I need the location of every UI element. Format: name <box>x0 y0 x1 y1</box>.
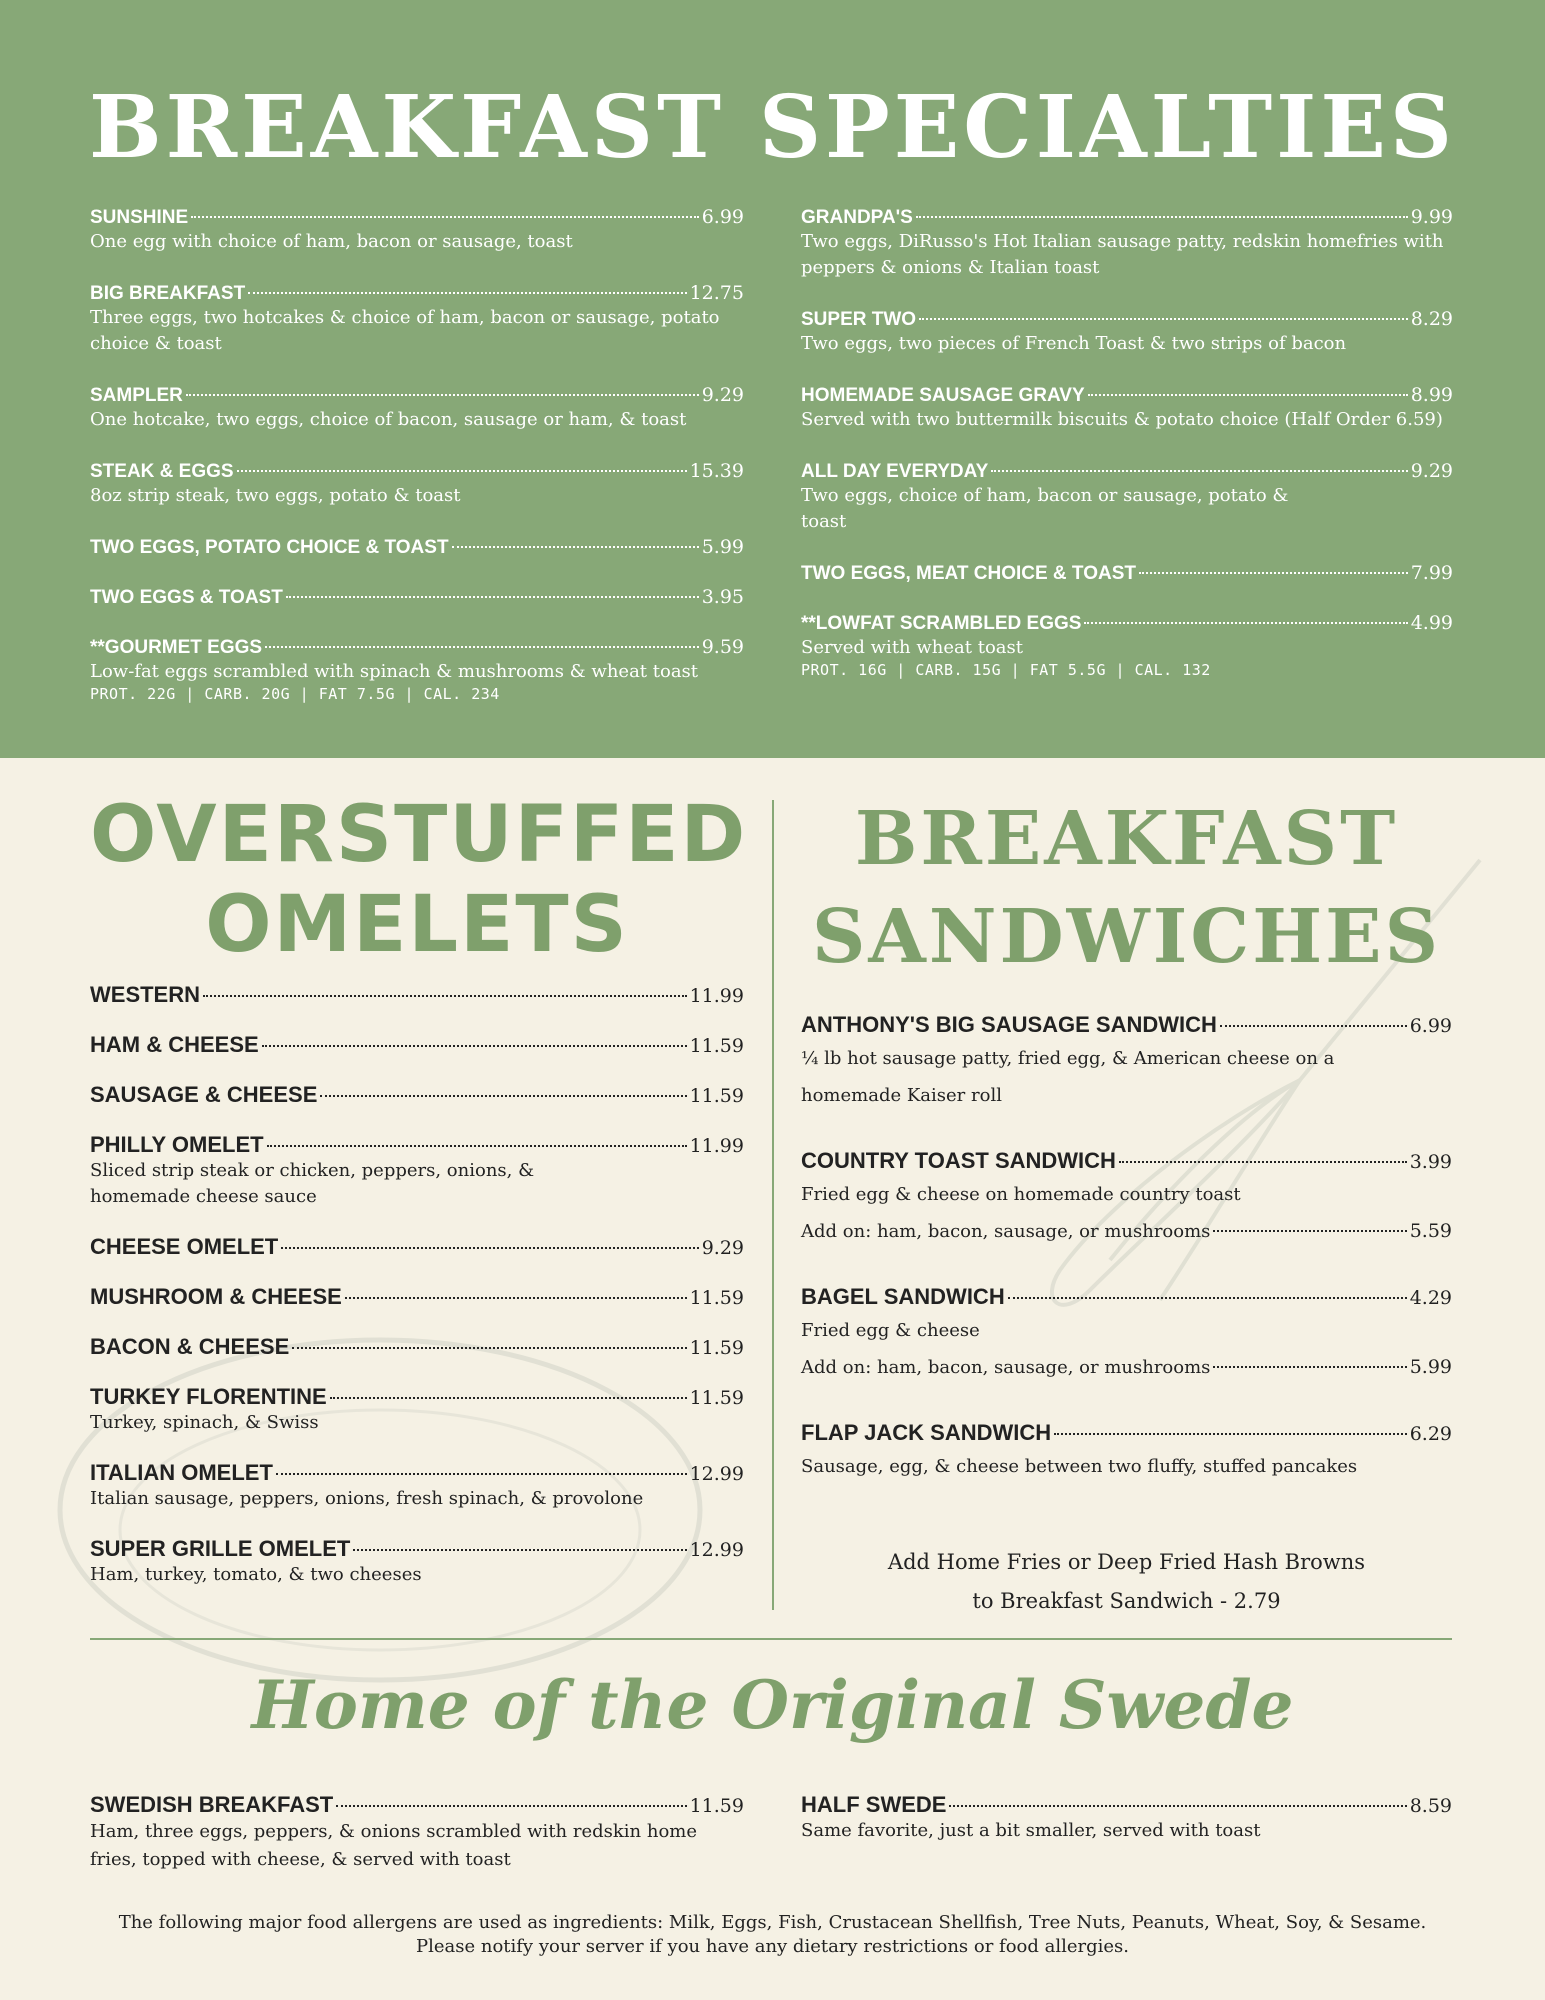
specialties-left-column <box>90 206 744 730</box>
specialties-section <box>0 0 1545 758</box>
item-description: Fried egg & cheese on homemade country toast <box>801 1184 1241 1205</box>
menu-item <box>90 1032 744 1058</box>
sandwiches-title-line1: BREAKFAST <box>854 796 1399 882</box>
item-name: COUNTRY TOAST SANDWICH <box>801 1148 1116 1173</box>
menu-item <box>90 282 744 357</box>
item-price: 9.29 <box>701 384 744 406</box>
item-price: 9.29 <box>701 1237 744 1259</box>
item-name: HAM & CHEESE <box>90 1032 259 1057</box>
item-description: Served with wheat toast <box>801 637 1023 658</box>
item-price: 6.99 <box>701 206 744 228</box>
item-name: WESTERN <box>90 982 200 1007</box>
item-name: HOMEMADE SAUSAGE GRAVY <box>801 385 1085 406</box>
omelets-title-line1: OVERSTUFFED <box>90 790 748 880</box>
item-description: Two eggs, DiRusso's Hot Italian sausage patty, redskin homefries with peppers & onions & Italian toast <box>801 231 1444 278</box>
sandwich-side-note <box>801 1543 1452 1621</box>
addon-row <box>801 1349 1452 1386</box>
item-name: GRANDPA'S <box>801 207 913 228</box>
menu-item <box>90 1384 744 1436</box>
menu-item <box>90 1460 744 1512</box>
swede-right-column <box>801 1792 1452 1844</box>
item-name: SUPER TWO <box>801 309 917 330</box>
menu-item <box>90 384 744 433</box>
sandwiches-list <box>801 1012 1452 1485</box>
item-name: SUNSHINE <box>90 207 189 228</box>
menu-item <box>801 384 1453 433</box>
item-name: BIG BREAKFAST <box>90 283 246 304</box>
item-price: 9.59 <box>701 636 744 658</box>
menu-item <box>90 206 744 255</box>
menu-item <box>801 206 1453 281</box>
side-note-line1: Add Home Fries or Deep Fried Hash Browns <box>887 1550 1366 1574</box>
item-description: ¼ lb hot sausage patty, fried egg, & American cheese on a homemade Kaiser roll <box>801 1048 1335 1106</box>
item-price: 6.99 <box>1409 1015 1452 1037</box>
item-description: Turkey, spinach, & Swiss <box>90 1412 319 1433</box>
item-name: FLAP JACK SANDWICH <box>801 1420 1052 1445</box>
item-price: 11.59 <box>689 1795 744 1817</box>
item-name: **LOWFAT SCRAMBLED EGGS <box>801 613 1082 634</box>
allergen-line1: The following major food allergens are used as ingredients: Milk, Eggs, Fish, Crustacean Shellfish, Tree Nuts, Peanuts, Wheat, Soy, & Sesame. <box>118 1912 1427 1933</box>
item-name: BACON & CHEESE <box>90 1334 290 1359</box>
side-note-line2: to Breakfast Sandwich - 2.79 <box>972 1589 1281 1613</box>
menu-item <box>801 612 1453 679</box>
addon-price: 5.99 <box>1409 1356 1452 1378</box>
menu-item <box>90 1082 744 1108</box>
item-price: 4.29 <box>1409 1287 1452 1309</box>
addon-row <box>801 1213 1452 1250</box>
omelets-title-line2: OMELETS <box>205 880 629 970</box>
menu-item <box>801 1792 1452 1844</box>
item-price: 7.99 <box>1410 562 1453 584</box>
specialties-right-column <box>801 206 1453 706</box>
item-price: 11.59 <box>689 1287 744 1309</box>
item-price: 4.99 <box>1410 612 1453 634</box>
item-description: Ham, turkey, tomato, & two cheeses <box>90 1564 422 1585</box>
item-price: 9.29 <box>1410 460 1453 482</box>
item-price: 11.59 <box>689 1085 744 1107</box>
allergen-notice <box>80 1911 1465 1959</box>
item-price: 11.59 <box>689 1387 744 1409</box>
section-divider <box>90 1638 1452 1640</box>
item-description: Two eggs, choice of ham, bacon or sausage, potato & toast <box>801 485 1289 532</box>
omelets-header <box>90 790 748 970</box>
nutrition-info: PROT. 16G | CARB. 15G | FAT 5.5G | CAL. 132 <box>801 661 1211 679</box>
sandwiches-title-line2: SANDWICHES <box>811 894 1442 980</box>
nutrition-info: PROT. 22G | CARB. 20G | FAT 7.5G | CAL. 234 <box>90 685 500 703</box>
item-description: Italian sausage, peppers, onions, fresh spinach, & provolone <box>90 1488 644 1509</box>
item-price: 12.99 <box>689 1463 744 1485</box>
menu-item <box>90 536 744 559</box>
item-price: 9.99 <box>1410 206 1453 228</box>
item-price: 3.99 <box>1409 1151 1452 1173</box>
item-name: **GOURMET EGGS <box>90 637 263 658</box>
item-description: 8oz strip steak, two eggs, potato & toast <box>90 485 461 506</box>
item-description: Ham, three eggs, peppers, & onions scrambled with redskin home fries, topped with cheese, & served with toast <box>90 1821 698 1870</box>
item-price: 8.29 <box>1410 308 1453 330</box>
menu-item <box>801 1012 1452 1114</box>
menu-item <box>90 1132 744 1210</box>
swede-left-column <box>90 1792 744 1874</box>
item-name: ALL DAY EVERYDAY <box>801 461 989 482</box>
item-description: Served with two buttermilk biscuits & potato choice (Half Order 6.59) <box>801 409 1443 430</box>
menu-item <box>90 460 744 509</box>
item-name: ANTHONY'S BIG SAUSAGE SANDWICH <box>801 1012 1217 1037</box>
omelets-list <box>90 982 744 1588</box>
item-name: TWO EGGS & TOAST <box>90 587 283 608</box>
item-description: Fried egg & cheese <box>801 1320 980 1341</box>
item-description: Two eggs, two pieces of French Toast & two strips of bacon <box>801 333 1347 354</box>
addon-label: Add on: ham, bacon, sausage, or mushrooms <box>801 1357 1211 1378</box>
menu-item <box>801 1420 1452 1485</box>
item-description: Three eggs, two hotcakes & choice of ham, bacon or sausage, potato choice & toast <box>90 307 720 354</box>
item-name: SAUSAGE & CHEESE <box>90 1082 318 1107</box>
item-name: TURKEY FLORENTINE <box>90 1384 327 1409</box>
item-price: 6.29 <box>1409 1423 1452 1445</box>
addon-label: Add on: ham, bacon, sausage, or mushrooms <box>801 1221 1211 1242</box>
item-description: One hotcake, two eggs, choice of bacon, sausage or ham, & toast <box>90 409 687 430</box>
item-description: Sliced strip steak or chicken, peppers, onions, & homemade cheese sauce <box>90 1160 535 1207</box>
item-price: 8.99 <box>1410 384 1453 406</box>
item-price: 5.99 <box>701 536 744 558</box>
item-name: HALF SWEDE <box>801 1792 947 1817</box>
menu-item <box>801 562 1453 585</box>
menu-item <box>90 1792 744 1874</box>
menu-item <box>90 636 744 703</box>
item-price: 12.99 <box>689 1539 744 1561</box>
item-price: 11.59 <box>689 1337 744 1359</box>
menu-item <box>90 1536 744 1588</box>
item-price: 12.75 <box>689 282 744 304</box>
item-name: TWO EGGS, POTATO CHOICE & TOAST <box>90 537 449 558</box>
item-price: 11.99 <box>689 985 744 1007</box>
item-name: SWEDISH BREAKFAST <box>90 1792 334 1817</box>
item-name: MUSHROOM & CHEESE <box>90 1284 342 1309</box>
item-description: Low-fat eggs scrambled with spinach & mushrooms & wheat toast <box>90 661 699 682</box>
item-price: 11.99 <box>689 1135 744 1157</box>
menu-item <box>801 1148 1452 1250</box>
item-description: Sausage, egg, & cheese between two fluffy, stuffed pancakes <box>801 1456 1358 1477</box>
menu-item <box>801 1284 1452 1386</box>
menu-item <box>90 586 744 609</box>
item-name: ITALIAN OMELET <box>90 1460 273 1485</box>
item-price: 11.59 <box>689 1035 744 1057</box>
item-name: STEAK & EGGS <box>90 461 234 482</box>
menu-item <box>90 982 744 1008</box>
menu-item <box>90 1284 744 1310</box>
item-name: SUPER GRILLE OMELET <box>90 1536 351 1561</box>
menu-item <box>90 1334 744 1360</box>
item-name: SAMPLER <box>90 385 183 406</box>
allergen-line2: Please notify your server if you have any dietary restrictions or food allergies. <box>415 1936 1130 1957</box>
column-divider <box>772 800 774 1610</box>
item-name: PHILLY OMELET <box>90 1132 264 1157</box>
item-name: TWO EGGS, MEAT CHOICE & TOAST <box>801 563 1136 584</box>
item-name: BAGEL SANDWICH <box>801 1284 1005 1309</box>
menu-item <box>90 1234 744 1260</box>
addon-price: 5.59 <box>1409 1220 1452 1242</box>
menu-item <box>801 308 1453 357</box>
item-description: One egg with choice of ham, bacon or sausage, toast <box>90 231 573 252</box>
menu-item <box>801 460 1453 535</box>
item-name: CHEESE OMELET <box>90 1234 279 1259</box>
sandwiches-header <box>801 790 1452 986</box>
item-price: 8.59 <box>1409 1795 1452 1817</box>
item-price: 15.39 <box>689 460 744 482</box>
item-price: 3.95 <box>701 586 744 608</box>
swede-title: Home of the Original Swede <box>251 1666 1294 1744</box>
specialties-title: BREAKFAST SPECIALTIES <box>88 77 1457 178</box>
item-description: Same favorite, just a bit smaller, served with toast <box>801 1820 1261 1841</box>
